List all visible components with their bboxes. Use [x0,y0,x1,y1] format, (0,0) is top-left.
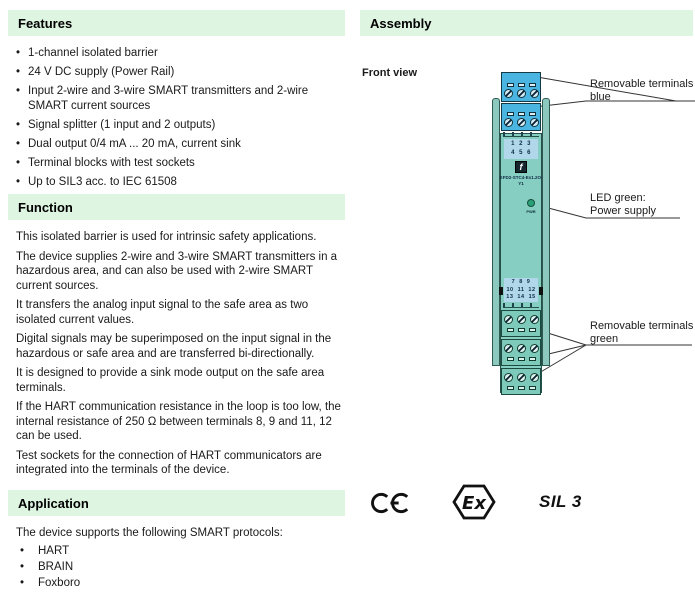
wire-hole [507,83,514,87]
terminal-screw [504,89,513,98]
annotation-line: LED green: [590,192,646,204]
annotation-line: Removable terminals [590,320,694,332]
paragraph: This isolated barrier is used for intrinsic safety applications. [16,231,317,243]
wire-holes-row [507,386,536,390]
terminal-contact-strip-top [503,132,539,137]
terminal-screw [517,373,526,382]
wire-holes-row [507,112,536,116]
terminal-screw [504,118,513,127]
wire-hole [507,328,514,332]
front-view-label: Front view [362,67,418,79]
wire-hole [529,357,536,361]
terminal-screw [504,315,513,324]
terminal-screw [517,315,526,324]
terminal-clip-right [539,287,543,295]
annotation-line: Removable terminals [590,78,694,90]
function-text [16,230,347,483]
annotation-line: green [590,332,619,345]
din-rail-right [542,98,550,366]
terminal-screw [504,373,513,382]
features-list [16,46,344,194]
list-item: • 1-channel isolated barrier [16,46,344,61]
terminal-screw [504,344,513,353]
wire-hole [529,328,536,332]
screws-row [504,315,539,324]
terminal-screw [517,344,526,353]
paragraph: If the HART communication resistance in the loop is too low, the internal resistance of 250 Ω between terminals 8, 9 and 11, 12 can be used. [16,401,341,442]
terminal-clip-left [499,287,503,295]
annotation-line: blue [590,90,611,103]
features-title: Features [18,15,73,31]
list-item: • Foxboro [18,576,346,591]
terminal-number-row: 13 14 15 [506,294,536,301]
paragraph: The device supplies 2-wire and 3-wire SMART transmitters in a hazardous area, and can also be used with 2-wire SMART current sources. [16,250,338,292]
screws-row [504,118,539,127]
list-item: • Up to SIL3 acc. to IEC 61508 [16,175,344,190]
function-section-header [8,194,345,220]
terminal-screw [530,344,539,353]
terminal-number-row: 1 2 3 [511,141,531,148]
wire-holes-row [507,357,536,361]
list-item: • Terminal blocks with test sockets [16,156,344,171]
ce-mark-icon [370,490,410,516]
function-title: Function [18,199,73,215]
assembly-section-header [360,10,693,36]
terminal-number-row: 10 11 12 [506,286,536,293]
terminal-number-row: 4 5 6 [511,150,531,157]
blue-terminal-block-1 [501,72,541,102]
terminal-screw [530,118,539,127]
list-item: • HART [18,544,346,559]
annotation-line: Power supply [590,204,657,217]
terminal-numbers-top [504,139,538,159]
assembly-title: Assembly [370,15,432,31]
annotation-blue-terminals [590,78,695,103]
sil3-mark: SIL 3 [539,492,582,511]
terminal-screw [530,89,539,98]
application-list [18,544,346,592]
list-item: • Input 2-wire and 3-wire SMART transmitters and 2-wire SMART current sources [16,84,344,113]
ex-mark-label: Ex [462,493,486,514]
screws-row [504,89,539,98]
green-terminal-block-3 [501,368,541,395]
paragraph: Digital signals may be superimposed on the input signal in the hazardous or safe area and are transferred bi-directionally. [16,333,332,360]
din-rail-left [492,98,500,366]
application-intro: The device supports the following SMART protocols: [16,527,283,539]
terminal-screw [517,89,526,98]
wire-hole [518,357,525,361]
wire-hole [529,83,536,87]
annotation-led [590,192,695,217]
terminal-numbers-bottom [504,278,538,302]
model-line-2: Y1 [518,180,524,186]
wire-holes-row [507,83,536,87]
terminal-screw [517,118,526,127]
screws-row [504,373,539,382]
wire-hole [507,357,514,361]
blue-terminal-block-2 [501,103,541,131]
wire-hole [529,386,536,390]
model-line-1: KFD2-STC4-Ex1.2O- [499,175,543,180]
paragraph: It transfers the analog input signal to the safe area as two isolated current values. [16,299,309,326]
application-title: Application [18,495,89,511]
application-section-header [8,490,345,516]
list-item: • Signal splitter (1 input and 2 outputs) [16,118,344,133]
list-item: • 24 V DC supply (Power Rail) [16,65,344,80]
terminal-contact-strip-bottom [503,303,539,308]
list-item: • BRAIN [18,560,346,575]
paragraph: Test sockets for the connection of HART communicators are integrated into the terminals of the device. [16,449,322,476]
ex-mark-icon [451,482,497,522]
wire-hole [518,328,525,332]
wire-holes-row [507,328,536,332]
terminal-screw [530,373,539,382]
screws-row [504,344,539,353]
wire-hole [507,386,514,390]
wire-hole [529,112,536,116]
power-led [527,199,535,207]
annotation-green-terminals [590,320,695,345]
power-led-label: PWR [526,209,536,214]
paragraph: It is designed to provide a sink mode output on the safe area terminals. [16,367,325,394]
terminal-number-row: 7 8 9 [511,279,531,286]
pepperl-fuchs-logo: f [515,161,527,173]
list-item: • Dual output 0/4 mA ... 20 mA, current sink [16,137,344,152]
green-terminal-block-2 [501,339,541,366]
wire-hole [507,112,514,116]
wire-hole [518,386,525,390]
wire-hole [518,112,525,116]
features-section-header [8,10,345,36]
green-terminal-block-1 [501,310,541,337]
wire-hole [518,83,525,87]
device-model-label [499,175,543,186]
terminal-screw [530,315,539,324]
